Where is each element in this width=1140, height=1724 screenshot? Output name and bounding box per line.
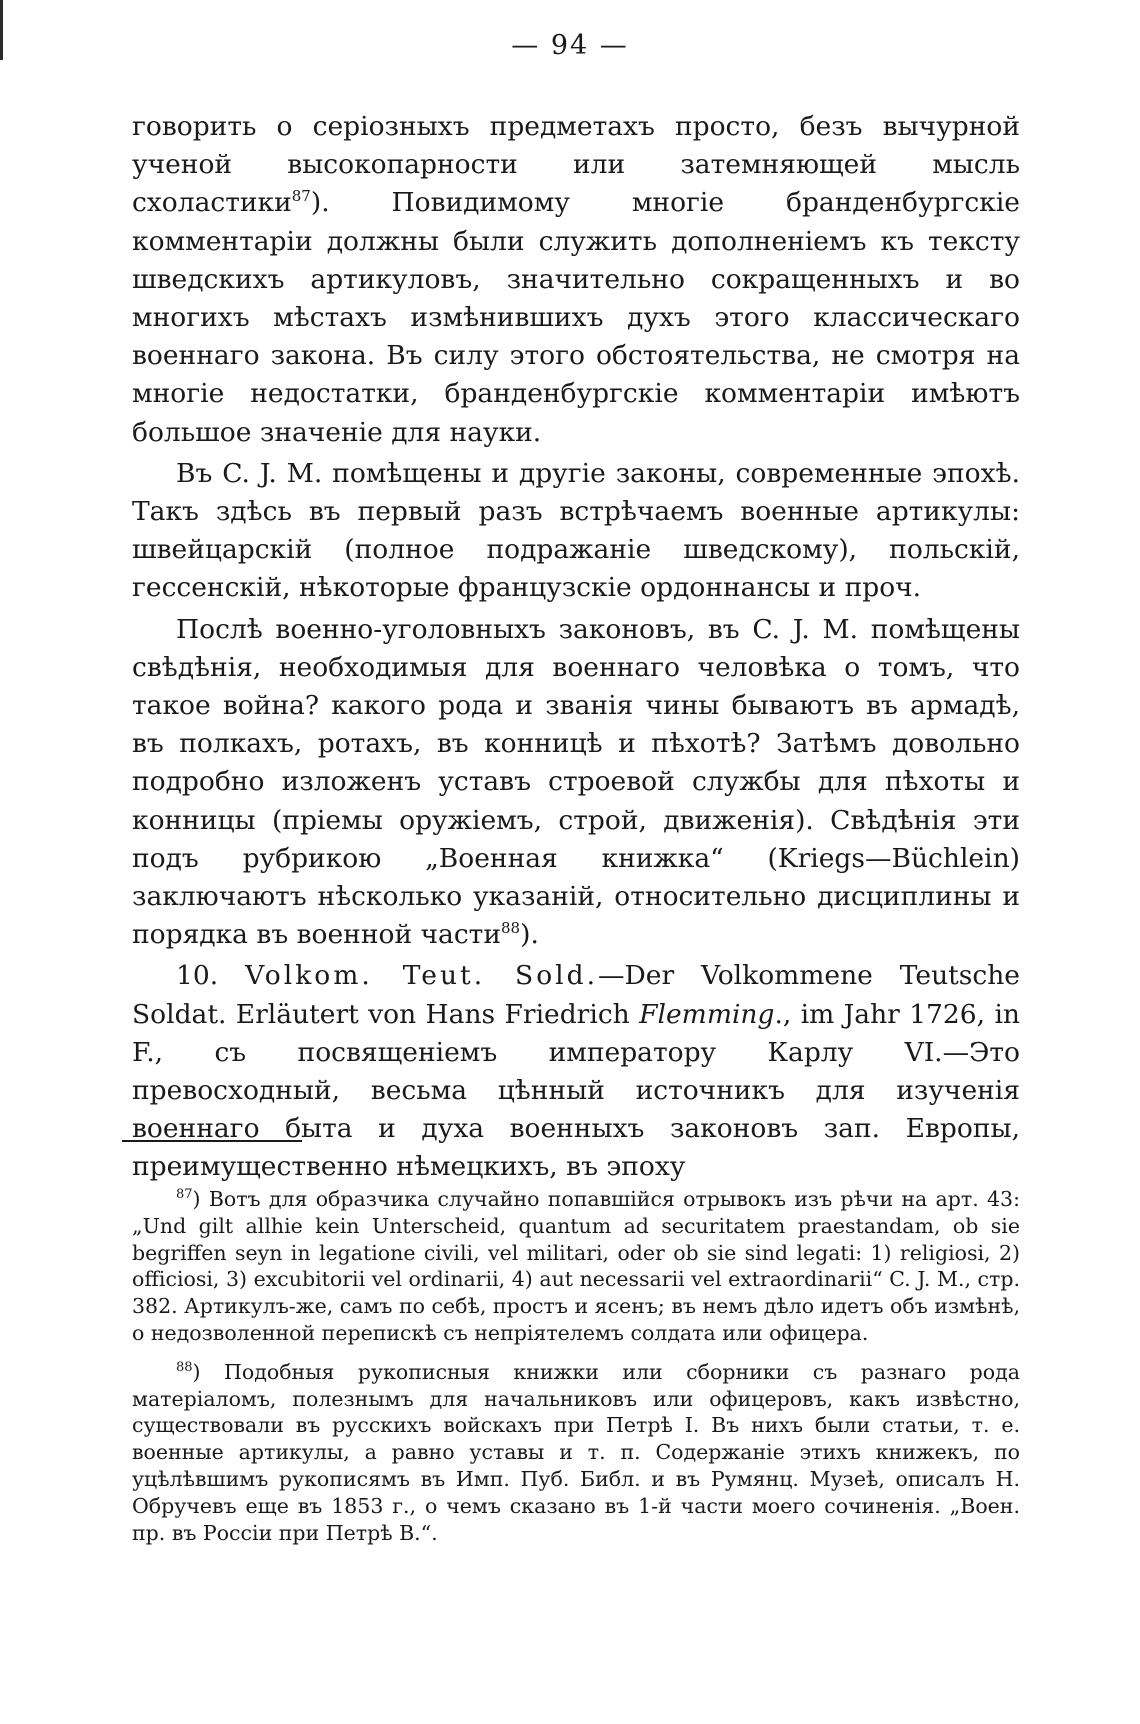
footnote-divider: [122, 1140, 302, 1142]
source-abbreviation: Volkom. Teut. Sold.: [245, 960, 599, 992]
paragraph-text: говорить о серіозныхъ предметахъ просто, безъ вычурной ученой высокопарности или затемняющей мысль схоластики: [132, 111, 1020, 219]
paragraph-text: —Der Volkommene Teutsche Soldat. Erläutert von Hans Friedrich: [132, 960, 1020, 1030]
footnote-87: [132, 1186, 1020, 1347]
footnote-mark-88: 88: [176, 1359, 193, 1375]
paragraph-text: Послѣ военно-уголовныхъ законовъ, въ C. J. M. помѣщены свѣдѣнія, необходимыя для военнаго человѣка о томъ, что такое война? какого рода и званія чины бываютъ въ армадѣ, въ полкахъ, ротахъ, въ конницѣ и пѣхотѣ? Затѣмъ довольно подробно изложенъ уставъ строевой службы для пѣхоты и конницы (пріемы оружіемъ, строй, движенія). Свѣдѣнія эти подъ рубрикою „Военная книжка“ (Kriegs—Büchlein) заключаютъ нѣсколько указаній, относительно дисциплины и порядка въ военной части: [132, 613, 1020, 951]
footnote-text: ) Подобныя рукописныя книжки или сборники съ разнаго рода матеріаломъ, полезнымъ для начальниковъ или офицеровъ, какъ извѣстно, существовали въ русскихъ войскахъ при Петрѣ I. Въ нихъ были статьи, т. е. военные артикулы, а равно уставы и т. п. Содержаніе этихъ книжекъ, по уцѣлѣвшимъ рукописямъ въ Имп. Пуб. Библ. и въ Румянц. Музеѣ, описалъ Н. Обручевъ еще въ 1853 г., о чемъ сказано въ 1-й части моего сочиненія. „Воен. пр. въ Россіи при Петрѣ В.“.: [132, 1359, 1020, 1545]
footnote-88: [132, 1359, 1020, 1547]
paragraph-continuation: [132, 108, 1020, 452]
footnote-reference-87[interactable]: 87: [291, 187, 311, 206]
footnote-text: ) Вотъ для образчика случайно попавшійся отрывокъ изъ рѣчи на арт. 43: „Und gilt allhie kein Unterscheid, quantum ad securitatem praestandam, ob sie begriffen seyn in legatione civili, vel militari, oder ob sie sind legati: 1) religiosi, 2) officiosi, 3) excubitorii vel ordinarii, 4) aut necessarii vel extraordinarii“ C. J. M., стр. 382. Артикулъ-же, самъ по себѣ, простъ и ясенъ; въ немъ дѣло идетъ объ измѣнѣ, о недозволенной перепискѣ съ непріятелемъ солдата или офицера.: [132, 1187, 1020, 1345]
main-text: [132, 108, 1020, 1187]
paragraph-text: ). Повидимому многіе бранденбургскіе комментаріи должны были служить дополненіемъ къ тексту шведскихъ артикуловъ, значительно сокращенныхъ и во многихъ мѣстахъ измѣнившихъ духъ этого классическаго военнаго закона. Въ силу этого обстоятельства, не смотря на многіе недостатки, бранденбургскіе комментаріи имѣютъ большое значеніе для науки.: [132, 187, 1020, 448]
paragraph-other-laws: [132, 455, 1020, 608]
footnote-mark-87: 87: [176, 1187, 193, 1203]
paragraph-source-10: [132, 957, 1020, 1186]
author-name: Flemming: [639, 998, 775, 1030]
page-number: — 94 —: [511, 30, 629, 61]
item-number: 10.: [176, 960, 219, 992]
paragraph-text: ., im Jahr 1726, in F., съ посвященіемъ императору Карлу VI.—Это превосходный, весьма цѣнный источникъ для изученія военнаго быта и духа военныхъ законовъ зап. Европы, преимущественно нѣмецкихъ, въ эпоху: [132, 998, 1020, 1183]
footnote-reference-88[interactable]: 88: [501, 919, 521, 938]
paragraph-text: ).: [520, 919, 539, 951]
paragraph-military-book: [132, 611, 1020, 955]
paragraph-text: Въ C. J. M. помѣщены и другіе законы, современные эпохѣ. Такъ здѣсь въ первый разъ встрѣчаемъ военные артикулы: швейцарскій (полное подражаніе шведскому), польскій, гессенскій, нѣкоторые французскіе ордоннансы и проч.: [132, 457, 1020, 604]
footnotes: [132, 1186, 1020, 1546]
